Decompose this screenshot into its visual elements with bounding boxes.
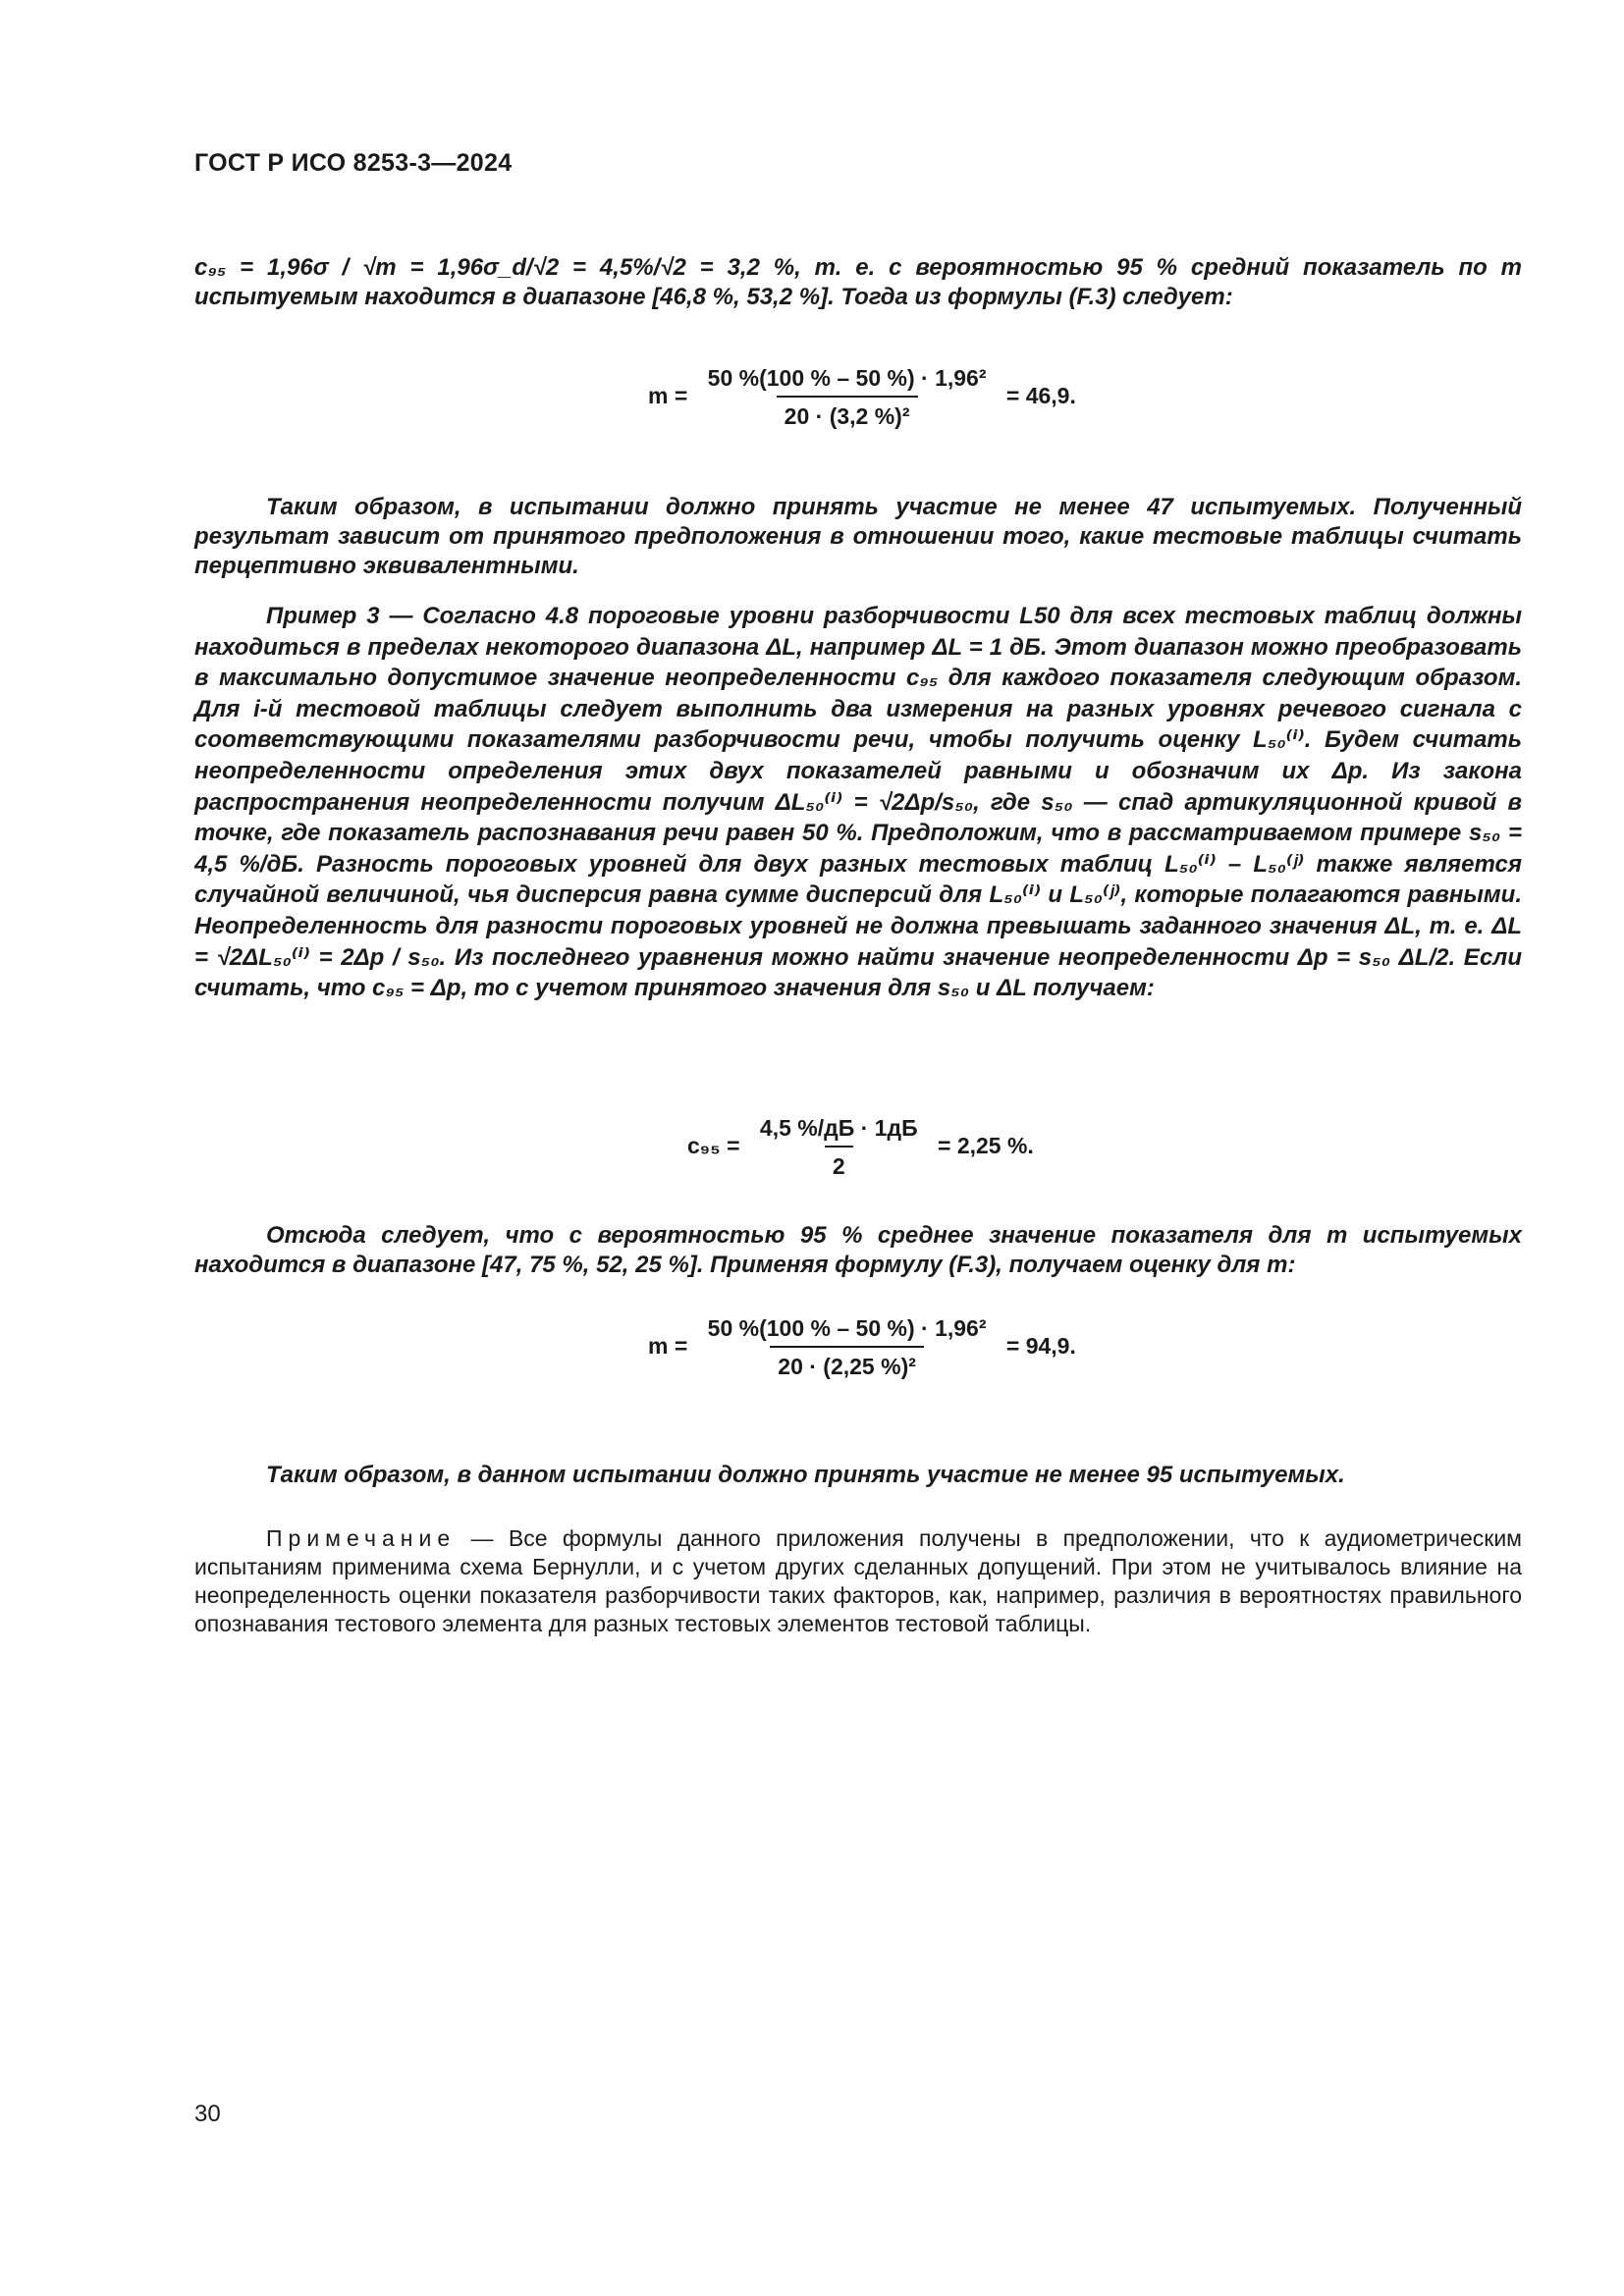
formula-3-lhs: m = bbox=[648, 1333, 688, 1360]
formula-2-rhs: = 2,25 %. bbox=[938, 1133, 1034, 1159]
formula-2-denominator: 2 bbox=[825, 1146, 853, 1180]
paragraph-1-formula: c₉₅ = 1,96σ / √m = 1,96σ_d/√2 = 4,5%/√2 = 3,2 % bbox=[194, 254, 795, 281]
formula-1-fraction bbox=[700, 365, 995, 430]
formula-2 bbox=[687, 1115, 1034, 1180]
formula-3-fraction bbox=[700, 1315, 995, 1380]
formula-2-fraction bbox=[752, 1115, 926, 1180]
paragraph-1-text: , т. е. с вероятностью 95 % средний показатель по m испытуемым находится в диапазоне [46,8 %, 53,2 %]. Тогда из формулы (F.3) следует: bbox=[194, 254, 1522, 310]
paragraph-example-3-text: Пример 3 — Согласно 4.8 пороговые уровни разборчивости L50 для всех тестовых таблиц должны находиться в пределах некоторого диапазона ΔL, например ΔL = 1 дБ. Этот диапазон можно преобразовать в максимально допустимое значение неопределенности c₉₅ для каждого показателя следующим образом. Для i-й тестовой таблицы следует выполнить два измерения на разных уровнях речевого сигнала с соответствующими показателями разборчивости речи, чтобы получить оценку L₅₀⁽ⁱ⁾. Будем считать неопределенности определения этих двух показателей равными и обозначим их Δp. Из закона распространения неопределенности получим ΔL₅₀⁽ⁱ⁾ = √2Δp/s₅₀, где s₅₀ — спад артикуляционной кривой в точке, где показатель распознавания речи равен 50 %. Предположим, что в рассматриваемом примере s₅₀ = 4,5 %/дБ. Разность пороговых уровней для двух разных тестовых таблиц L₅₀⁽ⁱ⁾ – L₅₀⁽ʲ⁾ также является случайной величиной, чья дисперсия равна сумме дисперсий для L₅₀⁽ⁱ⁾ и L₅₀⁽ʲ⁾, которые полагаются равными. Неопределенность для разности пороговых уровней не должна превышать заданного значения ΔL, т. е. ΔL = √2ΔL₅₀⁽ⁱ⁾ = 2Δp / s₅₀. Из последнего уравнения можно найти значение неопределенности Δp = s₅₀ ΔL/2. Если считать, что c₉₅ = Δp, то с учетом принятого значения для s₅₀ и ΔL получаем: bbox=[194, 603, 1522, 1002]
formula-3 bbox=[648, 1315, 1076, 1380]
paragraph-2 bbox=[194, 493, 1522, 581]
document-header: ГОСТ Р ИСО 8253-3—2024 bbox=[194, 149, 513, 177]
formula-3-numerator: 50 %(100 % – 50 %) · 1,96² bbox=[707, 1315, 987, 1341]
formula-1-denominator: 20 · (3,2 %)² bbox=[777, 396, 918, 430]
paragraph-4 bbox=[194, 1221, 1522, 1280]
paragraph-5 bbox=[194, 1461, 1522, 1490]
formula-3-rhs: = 94,9. bbox=[1005, 1333, 1076, 1360]
paragraph-2-text: Таким образом, в испытании должно принять участие не менее 47 испытуемых. Полученный результат зависит от принятого предположения в отношении того, какие тестовые таблицы считать перцептивно эквивалентными. bbox=[194, 494, 1522, 579]
formula-2-lhs: c₉₅ = bbox=[687, 1133, 740, 1159]
formula-3-denominator: 20 · (2,25 %)² bbox=[770, 1346, 924, 1380]
formula-1 bbox=[648, 365, 1076, 430]
formula-2-numerator: 4,5 %/дБ · 1дБ bbox=[759, 1115, 918, 1141]
note-label: Примечание bbox=[266, 1525, 457, 1551]
note bbox=[194, 1524, 1522, 1638]
paragraph-1 bbox=[194, 253, 1522, 312]
paragraph-4-text: Отсюда следует, что с вероятностью 95 % среднее значение показателя для m испытуемых находится в диапазоне [47, 75 %, 52, 25 %]. Применяя формулу (F.3), получаем оценку для m: bbox=[194, 1222, 1522, 1278]
paragraph-example-3 bbox=[194, 601, 1522, 1004]
formula-1-lhs: m = bbox=[648, 383, 688, 409]
note-text: — Все формулы данного приложения получены в предположении, что к аудиометрическим испытаниям применима схема Бернулли, и с учетом других сделанных допущений. При этом не учитывалось влияние на неопределенность оценки показателя разборчивости таких факторов, как, например, различия в вероятностях правильного опознавания тестового элемента для разных тестовых элементов тестовой таблицы. bbox=[194, 1525, 1522, 1636]
page-number: 30 bbox=[194, 2101, 221, 2127]
paragraph-5-text: Таким образом, в данном испытании должно принять участие не менее 95 испытуемых. bbox=[266, 1462, 1345, 1488]
formula-1-rhs: = 46,9. bbox=[1005, 383, 1076, 409]
formula-1-numerator: 50 %(100 % – 50 %) · 1,96² bbox=[707, 365, 987, 391]
